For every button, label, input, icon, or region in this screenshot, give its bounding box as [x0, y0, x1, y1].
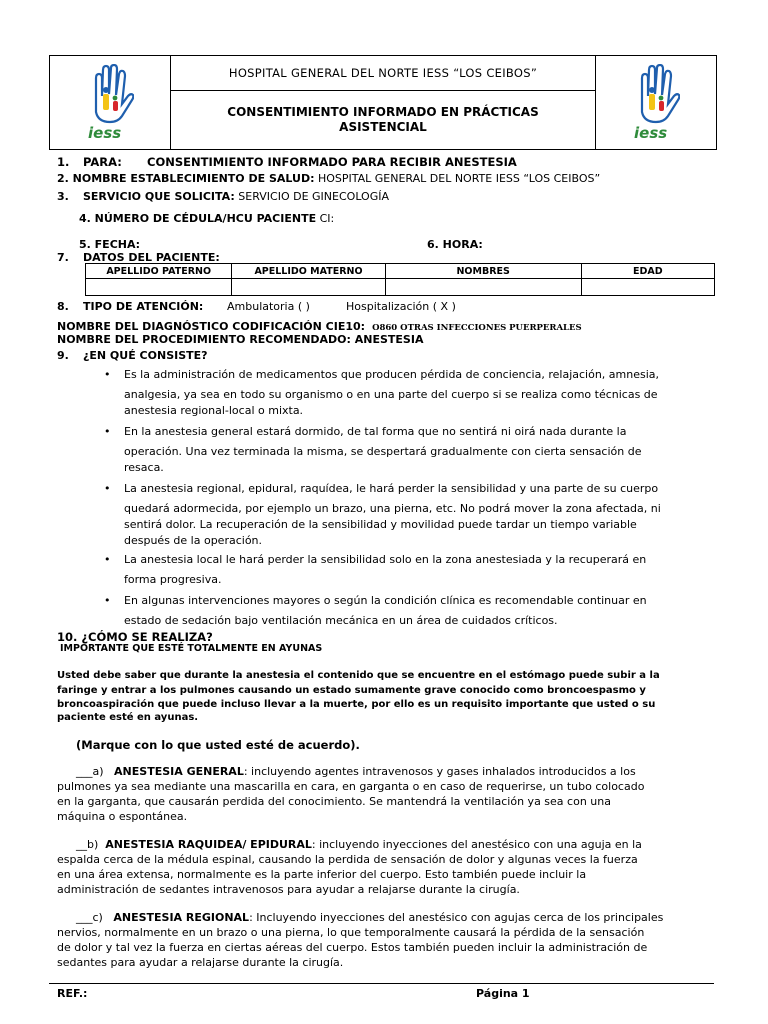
field-8-number: 8.	[57, 300, 69, 313]
option-b-line-1[interactable]: __b) ANESTESIA RAQUIDEA/ EPIDURAL: incluyendo inyecciones del anestésico con una aguja en la	[76, 838, 642, 851]
bullet-3-line-2: quedará adormecida, por ejemplo un brazo, una pierna, etc. No podrá mover la zona afectada, ni	[124, 502, 661, 515]
bullet-icon: •	[104, 368, 111, 381]
col-header-edad: EDAD	[581, 264, 714, 279]
option-b-line-3: en una área extensa, normalmente es la parte inferior del cuerpo. Esto también puede incluir la	[57, 868, 587, 881]
iess-hand-logo-icon	[634, 64, 680, 142]
patient-data-table	[85, 263, 715, 296]
option-ambulatoria[interactable]: Ambulatoria ( )	[227, 300, 310, 313]
bullet-3-line-1: La anestesia regional, epidural, raquídea, le hará perder la sensibilidad y una parte de su cuerpo	[124, 482, 659, 495]
bullet-3-line-3: sentirá dolor. La recuperación de la sensibilidad y movilidad puede tardar un tiempo variable	[124, 518, 637, 531]
field-7-number: 7.	[57, 251, 69, 264]
option-a-line-1[interactable]: ___a) ANESTESIA GENERAL: incluyendo agentes intravenosos y gases inhalados introducidos a los	[76, 765, 636, 778]
bullet-5-line-2: estado de sedación bajo ventilación mecánica en un área de cuidados críticos.	[124, 614, 558, 627]
bullet-2-line-2: operación. Una vez terminada la misma, se despertará gradualmente con cierta sensación de	[124, 445, 642, 458]
option-b-line-2: espalda cerca de la médula espinal, causando la perdida de sensación de dolor y algunas veces la fuerza	[57, 853, 638, 866]
option-c-line-4: sedantes para ayudar a relajarse durante la cirugía.	[57, 956, 344, 969]
document-title: CONSENTIMIENTO INFORMADO EN PRÁCTICAS ASISTENCIAL	[227, 104, 539, 134]
footer-ref: REF.:	[57, 987, 88, 1000]
option-a-line-4: máquina o espontánea.	[57, 810, 188, 823]
diagnosis: NOMBRE DEL DIAGNÓSTICO CODIFICACIÓN CIE10: O860 OTRAS INFECCIONES PUERPERALES	[57, 320, 582, 333]
procedure: NOMBRE DEL PROCEDIMIENTO RECOMENDADO: ANESTESIA	[57, 333, 424, 346]
bullet-3-line-4: después de la operación.	[124, 534, 263, 547]
option-c-line-1[interactable]: ___c) ANESTESIA REGIONAL: Incluyendo inyecciones del anestésico con agujas cerca de los principales	[76, 911, 664, 924]
iess-hand-logo-icon	[88, 64, 134, 142]
col-header-apellido-materno: APELLIDO MATERNO	[232, 264, 385, 279]
footer-divider	[49, 983, 714, 984]
bullet-1-line-3: anestesia regional-local o mixta.	[124, 404, 304, 417]
field-2: 2. NOMBRE ESTABLECIMIENTO DE SALUD: HOSPITAL GENERAL DEL NORTE IESS “LOS CEIBOS”	[57, 172, 601, 185]
col-header-nombres: NOMBRES	[385, 264, 581, 279]
warning-line-2: faringe y entrar a los pulmones causando un estado sumamente grave conocido como broncoespasmo y	[57, 685, 646, 696]
field-4: 4. NÚMERO DE CÉDULA/HCU PACIENTE CI:	[79, 212, 335, 225]
bullet-icon: •	[104, 482, 111, 495]
bullet-5-line-1: En algunas intervenciones mayores o según la condición clínica es recomendable continuar en	[124, 594, 647, 607]
field-3-number: 3.	[57, 190, 69, 203]
warning-line-3: broncoaspiración que puede incluso llevar a la muerte, por ello es un requisito importante que usted o su	[57, 699, 656, 710]
field-5-date: 5. FECHA:	[79, 238, 141, 251]
option-a-line-3: en la garganta, que causarán perdida del conocimiento. Se mantendrá la ventilación ya sea con una	[57, 795, 611, 808]
section-10-title: 10. ¿CÓMO SE REALIZA?	[57, 630, 213, 644]
iess-logo-right	[595, 56, 716, 149]
bullet-4-line-2: forma progresiva.	[124, 573, 222, 586]
field-6-time: 6. HORA:	[427, 238, 483, 251]
svg-text:iess: iess	[88, 124, 122, 142]
field-1-value: CONSENTIMIENTO INFORMADO PARA RECIBIR ANESTESIA	[147, 155, 517, 169]
instruction: (Marque con lo que usted esté de acuerdo).	[76, 738, 360, 752]
option-hospitalizacion[interactable]: Hospitalización ( X )	[346, 300, 456, 313]
col-header-apellido-paterno: APELLIDO PATERNO	[86, 264, 232, 279]
field-7-label: DATOS DEL PACIENTE:	[83, 251, 220, 264]
field-1-label: PARA:	[83, 155, 122, 169]
field-8-label: TIPO DE ATENCIÓN:	[83, 300, 204, 313]
option-a-line-2: pulmones ya sea mediante una mascarilla en cara, en garganta o en caso de requerirse, un tubo colocado	[57, 780, 645, 793]
field-9-label: ¿EN QUÉ CONSISTE?	[83, 349, 208, 362]
svg-text:iess: iess	[634, 124, 668, 142]
hospital-name: HOSPITAL GENERAL DEL NORTE IESS “LOS CEIBOS”	[170, 56, 596, 91]
bullet-icon: •	[104, 553, 111, 566]
option-c-line-2: nervios, normalmente en un brazo o una pierna, lo que temporalmente causará la pérdida de la sensación	[57, 926, 645, 939]
bullet-2-line-3: resaca.	[124, 461, 164, 474]
footer-page-number: Página 1	[476, 987, 530, 1000]
option-b-line-4: administración de sedantes intravenosos para ayudar a relajarse durante la cirugía.	[57, 883, 520, 896]
warning-line-4: paciente esté en ayunas.	[57, 712, 199, 723]
bullet-icon: •	[104, 594, 111, 607]
bullet-icon: •	[104, 425, 111, 438]
bullet-2-line-1: En la anestesia general estará dormido, de tal forma que no sentirá ni oirá nada durante la	[124, 425, 627, 438]
bullet-4-line-1: La anestesia local le hará perder la sensibilidad solo en la zona anestesiada y la recuperará en	[124, 553, 647, 566]
bullet-1-line-1: Es la administración de medicamentos que producen pérdida de conciencia, relajación, amnesia,	[124, 368, 660, 381]
warning-line-1: Usted debe saber que durante la anestesia el contenido que se encuentre en el estómago puede subir a la	[57, 670, 660, 681]
cell-apellido-paterno[interactable]	[86, 279, 232, 296]
iess-logo-left	[50, 56, 171, 149]
field-3: SERVICIO QUE SOLICITA: SERVICIO DE GINECOLOGÍA	[83, 190, 390, 203]
cell-edad[interactable]	[581, 279, 714, 296]
field-1-number: 1.	[57, 155, 70, 169]
cell-nombres[interactable]	[385, 279, 581, 296]
section-10-subtitle: IMPORTANTE QUE ESTÉ TOTALMENTE EN AYUNAS	[60, 643, 323, 654]
option-c-line-3: de dolor y tal vez la fuerza en ciertas aéreas del cuerpo. Estos también pueden incluir la administración de	[57, 941, 648, 954]
cell-apellido-materno[interactable]	[232, 279, 385, 296]
field-9-number: 9.	[57, 349, 69, 362]
bullet-1-line-2: analgesia, ya sea en todo su organismo o en una parte del cuerpo si se realiza como técnicas de	[124, 388, 658, 401]
document-header	[49, 55, 717, 150]
